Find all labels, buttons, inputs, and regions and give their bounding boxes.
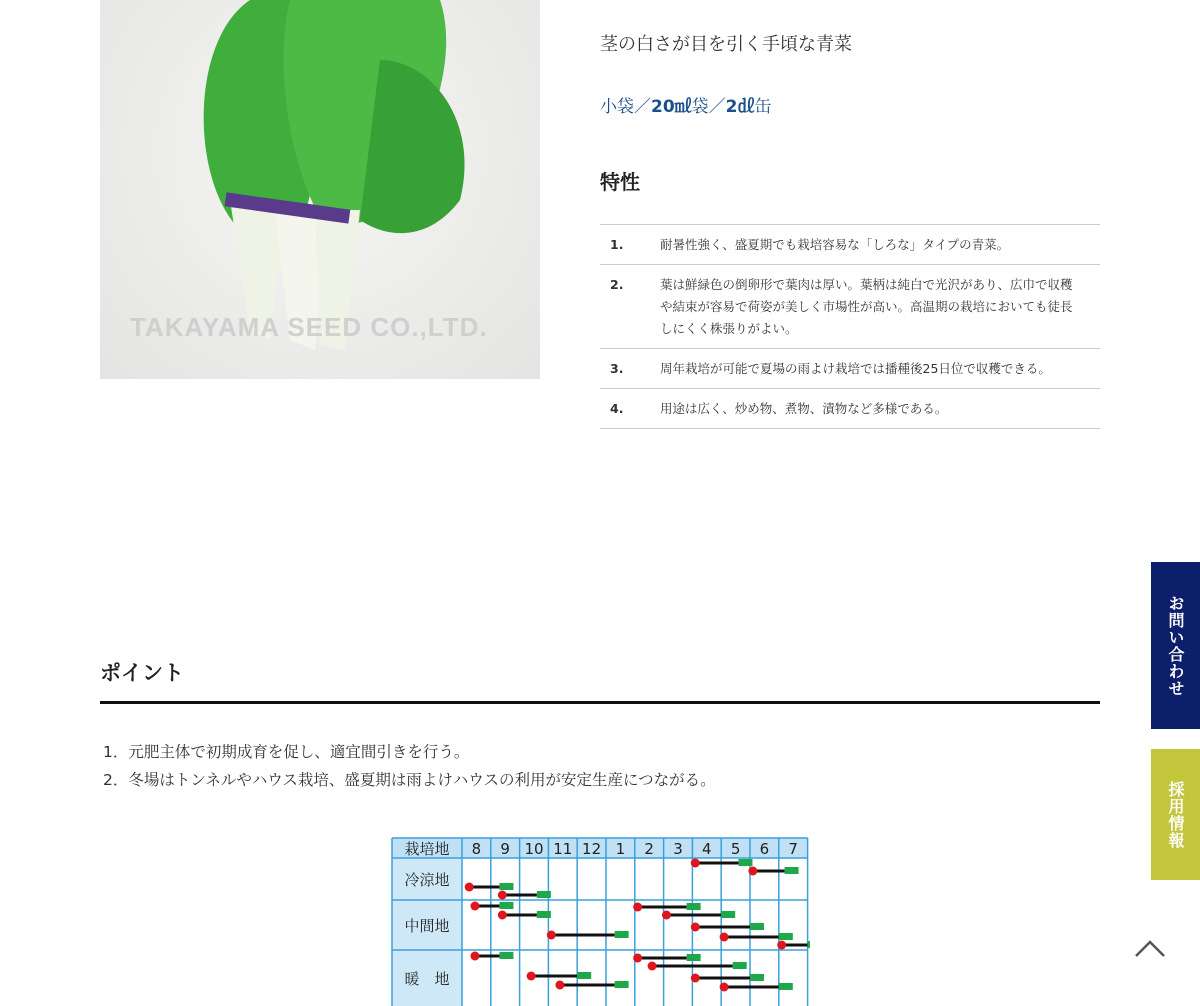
watermark: TAKAYAMA SEED CO.,LTD.	[130, 312, 488, 342]
harvest-mark	[615, 931, 629, 938]
month-label: 6	[759, 840, 770, 858]
sowing-dot	[777, 941, 786, 950]
feature-row: 1. 耐暑性強く、盛夏期でも栽培容易な「しろな」タイプの青菜。	[600, 225, 1100, 265]
harvest-mark	[499, 952, 513, 959]
sowing-dot	[633, 903, 642, 912]
point-item: 1．元肥主体で初期成育を促し、適宜間引きを行う。	[103, 743, 470, 761]
feature-row: 3. 周年栽培が可能で夏場の雨よけ栽培では播種後25日位で収穫できる。	[600, 349, 1100, 389]
sowing-dot	[498, 911, 507, 920]
points-title: ポイント	[100, 661, 184, 685]
harvest-mark	[750, 974, 764, 981]
sowing-dot	[527, 972, 536, 981]
sowing-dot	[720, 933, 729, 942]
harvest-mark	[499, 883, 513, 890]
harvest-mark	[721, 911, 735, 918]
month-label: 10	[524, 840, 544, 858]
harvest-mark	[687, 903, 701, 910]
month-label: 9	[500, 840, 510, 858]
month-label: 4	[702, 840, 712, 858]
harvest-mark	[499, 902, 513, 909]
month-label: 11	[553, 840, 573, 858]
harvest-mark	[687, 954, 701, 961]
sowing-dot	[662, 911, 671, 920]
sowing-dot	[547, 931, 556, 940]
month-label: 7	[788, 840, 798, 858]
month-label: 8	[471, 840, 482, 858]
month-label: 3	[673, 840, 683, 858]
features-title: 特性	[600, 170, 640, 194]
sowing-dot	[465, 883, 474, 892]
harvest-mark	[808, 941, 810, 948]
sowing-dot	[691, 859, 700, 868]
month-label: 2	[644, 840, 654, 858]
month-label: 5	[730, 840, 741, 858]
month-label: 12	[582, 840, 602, 858]
region-label: 冷涼地	[404, 871, 450, 889]
harvest-mark	[779, 983, 793, 990]
contact-button[interactable]: お問い合わせ	[1151, 562, 1200, 729]
region-label: 暖 地	[404, 970, 450, 988]
header-label: 栽培地	[404, 840, 450, 858]
feature-row: 2. 葉は鮮緑色の倒卵形で葉肉は厚い。葉柄は純白で光沢があり、広巾で収穫や結束が容易で荷姿が美しく市場性が高い。高温期の栽培においても徒長しにくく株張りがよい。	[600, 265, 1100, 349]
features-list	[600, 224, 1100, 429]
harvest-mark	[537, 911, 551, 918]
sowing-dot	[470, 952, 479, 961]
points-list	[103, 738, 716, 794]
sowing-dot	[633, 954, 642, 963]
sowing-dot	[498, 891, 507, 900]
package-sizes: 小袋／20㎖袋／2㎗缶	[600, 97, 772, 117]
harvest-mark	[537, 891, 551, 898]
sowing-dot	[470, 902, 479, 911]
harvest-mark	[779, 933, 793, 940]
catch-copy: 茎の白さが目を引く手頃な青菜	[600, 34, 852, 55]
sowing-dot	[691, 974, 700, 983]
sowing-dot	[691, 923, 700, 932]
month-label: 1	[615, 840, 626, 858]
point-item: 2．冬場はトンネルやハウス栽培、盛夏期は雨よけハウスの利用が安定生産につながる。	[103, 771, 716, 789]
harvest-mark	[750, 923, 764, 930]
back-to-top-icon[interactable]	[1134, 936, 1166, 960]
sowing-dot	[555, 981, 564, 990]
harvest-mark	[733, 962, 747, 969]
feature-row: 4. 用途は広く、炒め物、煮物、漬物など多様である。	[600, 389, 1100, 429]
harvest-mark	[738, 859, 752, 866]
sowing-dot	[720, 983, 729, 992]
recruit-button[interactable]: 採用情報	[1151, 749, 1200, 880]
product-photo	[100, 0, 540, 379]
harvest-mark	[785, 867, 799, 874]
region-label: 中間地	[404, 917, 450, 935]
cultivation-calendar	[390, 836, 810, 1006]
harvest-mark	[577, 972, 591, 979]
sowing-dot	[748, 867, 757, 876]
divider	[100, 701, 1100, 704]
sowing-dot	[648, 962, 657, 971]
harvest-mark	[615, 981, 629, 988]
